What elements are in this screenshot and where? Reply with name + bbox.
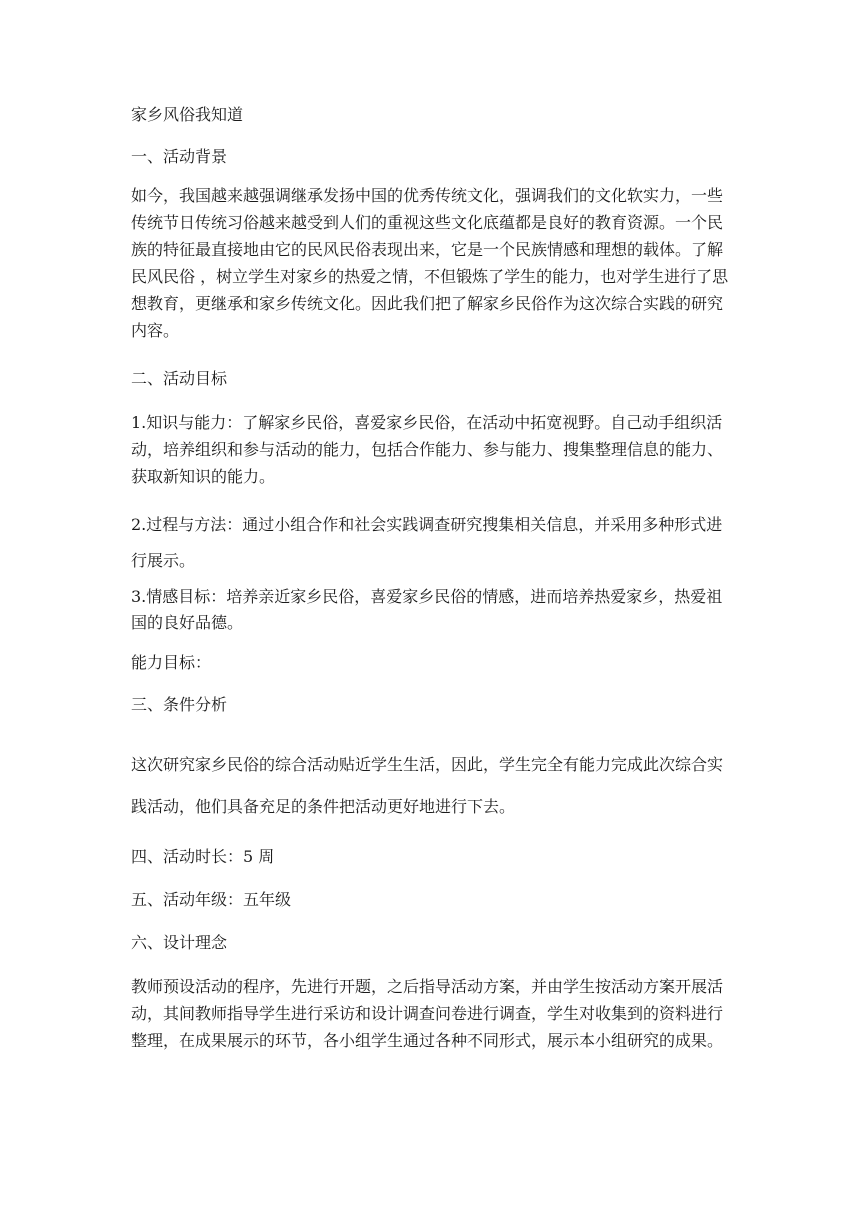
paragraph-background: 如今，我国越来越强调继承发扬中国的优秀传统文化，强调我们的文化软实力，一些传统节日传统习俗越来越受到人们的重视这些文化底蕴都是良好的教育资源。一个民族的特征最直接地由它的民风民俗表现出来，它是一个民族情感和理想的载体。了解民风民俗 ，树立学生对家乡的热爱之情，不但锻炼了学生的能力，也对学生进行了思想教育，更继承和家乡传统文化。因此我们把了解家乡民俗作为这次综合实践的研究内容。: [131, 186, 729, 340]
section-heading-goals: 二、活动目标: [131, 369, 228, 388]
section-heading-design: 六、设计理念: [131, 933, 228, 952]
goal-item-emotion: 3.情感目标：培养亲近家乡民俗，喜爱家乡民俗的情感，进而培养热爱家乡，热爱祖国的良好品德。: [131, 587, 723, 632]
paragraph-conditions: 这次研究家乡民俗的综合活动贴近学生生活，因此，学生完全有能力完成此次综合实践活动，他们具备充足的条件把活动更好地进行下去。: [131, 755, 724, 816]
goal-item-knowledge: 1.知识与能力：了解家乡民俗，喜爱家乡民俗，在活动中拓宽视野。自己动手组织活动，培养组织和参与活动的能力，包括合作能力、参与能力、搜集整理信息的能力、获取新知识的能力。: [131, 413, 724, 486]
section-grade: 五、活动年级：五年级: [131, 890, 292, 909]
goal-ability-label: 能力目标：: [131, 653, 212, 672]
paragraph-design: 教师预设活动的程序，先进行开题，之后指导活动方案，并由学生按活动方案开展活动，其间教师指导学生进行采访和设计调查问卷进行调查，学生对收集到的资料进行整理，在成果展示的环节，各小组学生通过各种不同形式，展示本小组研究的成果。: [131, 977, 724, 1050]
document-title: 家乡风俗我知道: [131, 105, 244, 124]
section-heading-conditions: 三、条件分析: [131, 695, 228, 714]
goal-item-process: 2.过程与方法：通过小组合作和社会实践调查研究搜集相关信息，并采用多种形式进行展示。: [131, 515, 723, 570]
section-heading-background: 一、活动背景: [131, 147, 228, 166]
section-duration: 四、活动时长：5 周: [131, 847, 275, 866]
